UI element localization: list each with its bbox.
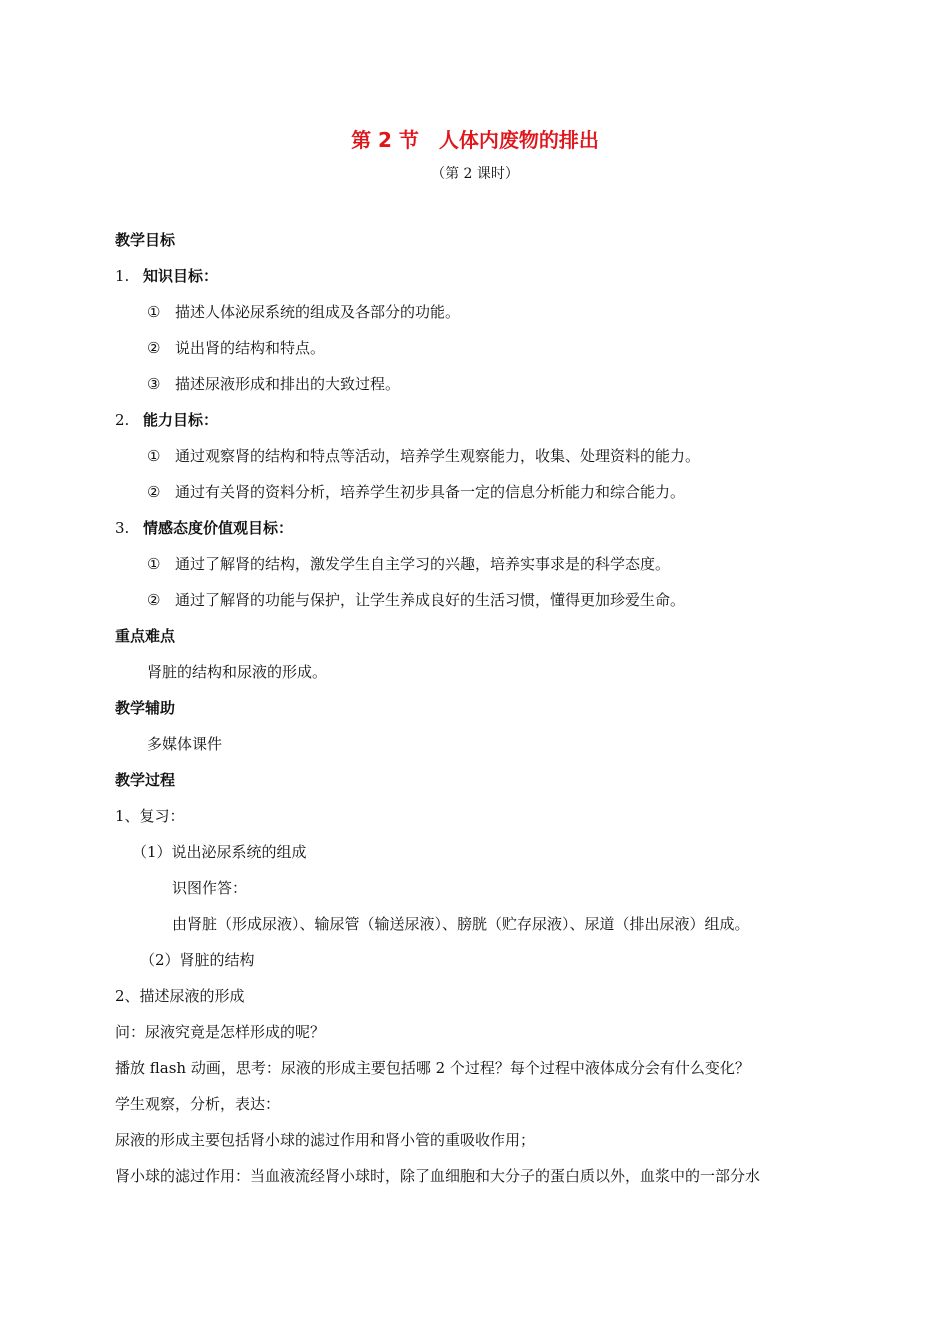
ability-goal-heading bbox=[115, 410, 218, 430]
attitude-goal-number: 3. bbox=[115, 519, 130, 537]
attitude-item bbox=[147, 590, 685, 610]
item-marker: ② bbox=[147, 339, 161, 357]
knowledge-item bbox=[147, 338, 325, 358]
process-line: （1）说出泌尿系统的组成 bbox=[132, 843, 307, 861]
process-line: 尿液的形成主要包括肾小球的滤过作用和肾小管的重吸收作用； bbox=[115, 1131, 536, 1149]
item-text: 说出肾的结构和特点。 bbox=[175, 339, 326, 357]
process-line: 播放 flash 动画，思考：尿液的形成主要包括哪 2 个过程？每个过程中液体成分会有什么变化？ bbox=[115, 1059, 750, 1077]
knowledge-goal-number: 1. bbox=[115, 267, 130, 285]
page-subtitle: （第 2 课时） bbox=[431, 166, 519, 182]
attitude-goal-heading bbox=[115, 518, 293, 538]
item-marker: ① bbox=[147, 303, 161, 321]
process-line: 识图作答： bbox=[172, 879, 248, 897]
process-line: 学生观察，分析，表达： bbox=[115, 1095, 281, 1113]
ability-item bbox=[147, 446, 700, 466]
goals-heading: 教学目标 bbox=[115, 231, 176, 249]
process-line: 问：尿液究竟是怎样形成的呢？ bbox=[115, 1023, 326, 1041]
item-text: 通过了解肾的功能与保护，让学生养成良好的生活习惯，懂得更加珍爱生命。 bbox=[175, 591, 686, 609]
item-marker: ② bbox=[147, 591, 161, 609]
knowledge-item bbox=[147, 374, 400, 394]
ability-item bbox=[147, 482, 685, 502]
teaching-process-heading: 教学过程 bbox=[115, 771, 176, 789]
attitude-item bbox=[147, 554, 670, 574]
item-marker: ① bbox=[147, 555, 161, 573]
process-line: 1、复习： bbox=[115, 807, 185, 825]
process-line: 2、描述尿液的形成 bbox=[115, 987, 245, 1005]
ability-goal-number: 2. bbox=[115, 411, 130, 429]
item-text: 通过有关肾的资料分析，培养学生初步具备一定的信息分析能力和综合能力。 bbox=[175, 483, 686, 501]
teaching-aids-text: 多媒体课件 bbox=[147, 735, 223, 753]
item-marker: ① bbox=[147, 447, 161, 465]
teaching-aids-heading: 教学辅助 bbox=[115, 699, 176, 717]
page-title: 第 2 节 人体内废物的排出 bbox=[351, 128, 599, 152]
key-points-heading: 重点难点 bbox=[115, 627, 176, 645]
item-text: 描述人体泌尿系统的组成及各部分的功能。 bbox=[175, 303, 461, 321]
item-text: 通过观察肾的结构和特点等活动，培养学生观察能力，收集、处理资料的能力。 bbox=[175, 447, 701, 465]
item-text: 通过了解肾的结构，激发学生自主学习的兴趣，培养实事求是的科学态度。 bbox=[175, 555, 671, 573]
process-line: （2）肾脏的结构 bbox=[140, 951, 255, 969]
item-marker: ③ bbox=[147, 375, 161, 393]
key-points-text: 肾脏的结构和尿液的形成。 bbox=[147, 663, 328, 681]
attitude-goal-label: 情感态度价值观目标： bbox=[143, 519, 294, 537]
process-line: 肾小球的滤过作用：当血液流经肾小球时，除了血细胞和大分子的蛋白质以外，血浆中的一部分水 bbox=[115, 1167, 761, 1185]
item-marker: ② bbox=[147, 483, 161, 501]
knowledge-goal-label: 知识目标： bbox=[143, 267, 219, 285]
item-text: 描述尿液形成和排出的大致过程。 bbox=[175, 375, 401, 393]
ability-goal-label: 能力目标： bbox=[143, 411, 219, 429]
process-line: 由肾脏（形成尿液）、输尿管（输送尿液）、膀胱（贮存尿液）、尿道（排出尿液）组成。 bbox=[172, 915, 750, 933]
knowledge-goal-heading bbox=[115, 266, 218, 286]
knowledge-item bbox=[147, 302, 460, 322]
